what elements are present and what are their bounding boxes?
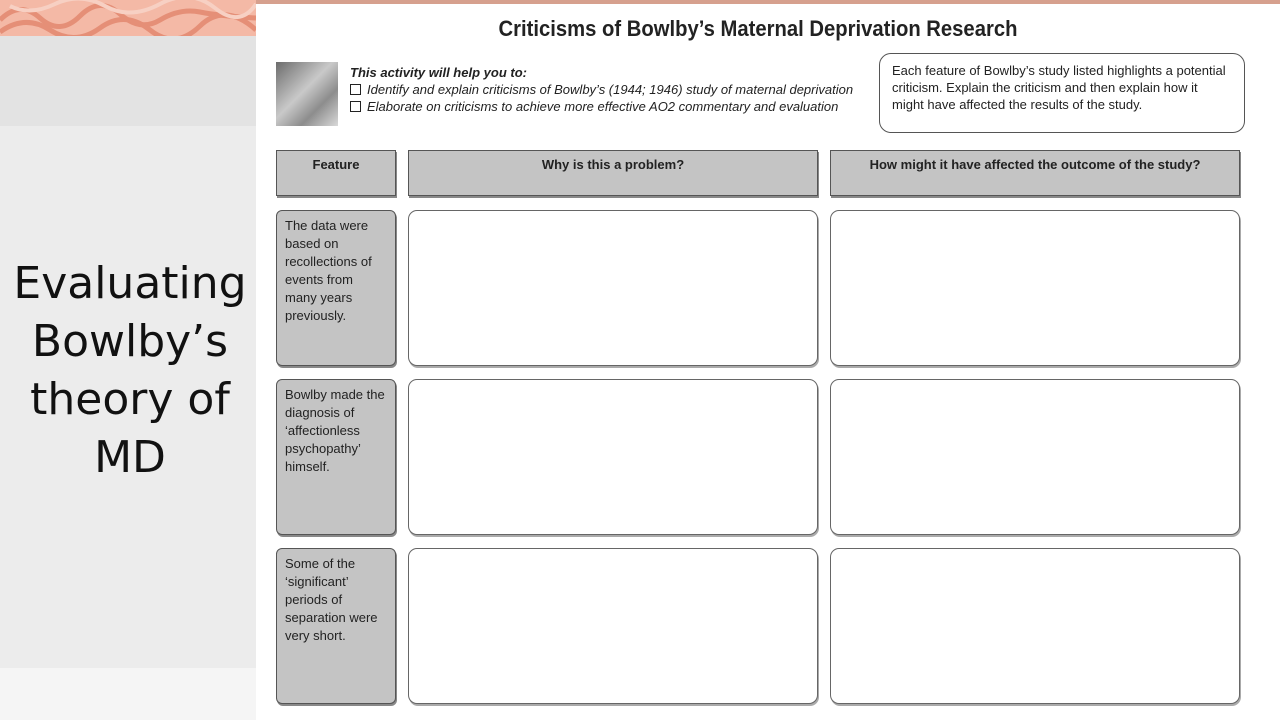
outcome-answer-cell (830, 210, 1240, 366)
feature-cell: Some of the ‘significant’ periods of separation were very short. (276, 548, 396, 704)
problem-answer-cell (408, 379, 818, 535)
outcome-answer-cell (830, 379, 1240, 535)
worksheet-title: Criticisms of Bowlby’s Maternal Deprivation Research (498, 16, 1018, 41)
feature-cell: Bowlby made the diagnosis of ‘affectionless psychopathy’ himself. (276, 379, 396, 535)
column-header-outcome: How might it have affected the outcome of the study? (830, 150, 1240, 196)
activity-box (350, 64, 880, 115)
column-header-feature: Feature (276, 150, 396, 196)
checkbox-icon (350, 101, 361, 112)
brain-decoration-image (0, 0, 256, 36)
instructions-box: Each feature of Bowlby’s study listed highlights a potential criticism. Explain the criticism and then explain how it might have affected the results of the study. (879, 53, 1245, 133)
feature-cell: The data were based on recollections of events from many years previously. (276, 210, 396, 366)
worksheet-photo (276, 62, 338, 126)
activity-item-text: Identify and explain criticisms of Bowlby’s (1944; 1946) study of maternal deprivation (367, 82, 854, 97)
problem-answer-cell (408, 210, 818, 366)
worksheet-image (256, 0, 1280, 720)
column-header-problem: Why is this a problem? (408, 150, 818, 196)
outcome-answer-cell (830, 548, 1240, 704)
problem-answer-cell (408, 548, 818, 704)
activity-item-text: Elaborate on criticisms to achieve more effective AO2 commentary and evaluation (367, 99, 839, 114)
activity-item (350, 98, 880, 115)
slide-left-bottom-strip (0, 668, 256, 720)
slide-left-top-panel (0, 36, 256, 126)
checkbox-icon (350, 84, 361, 95)
activity-item (350, 81, 880, 98)
worksheet-top-border (256, 0, 1280, 4)
slide-title: Evaluating Bowlby’s theory of MD (13, 258, 247, 483)
activity-heading: This activity will help you to: (350, 65, 527, 80)
